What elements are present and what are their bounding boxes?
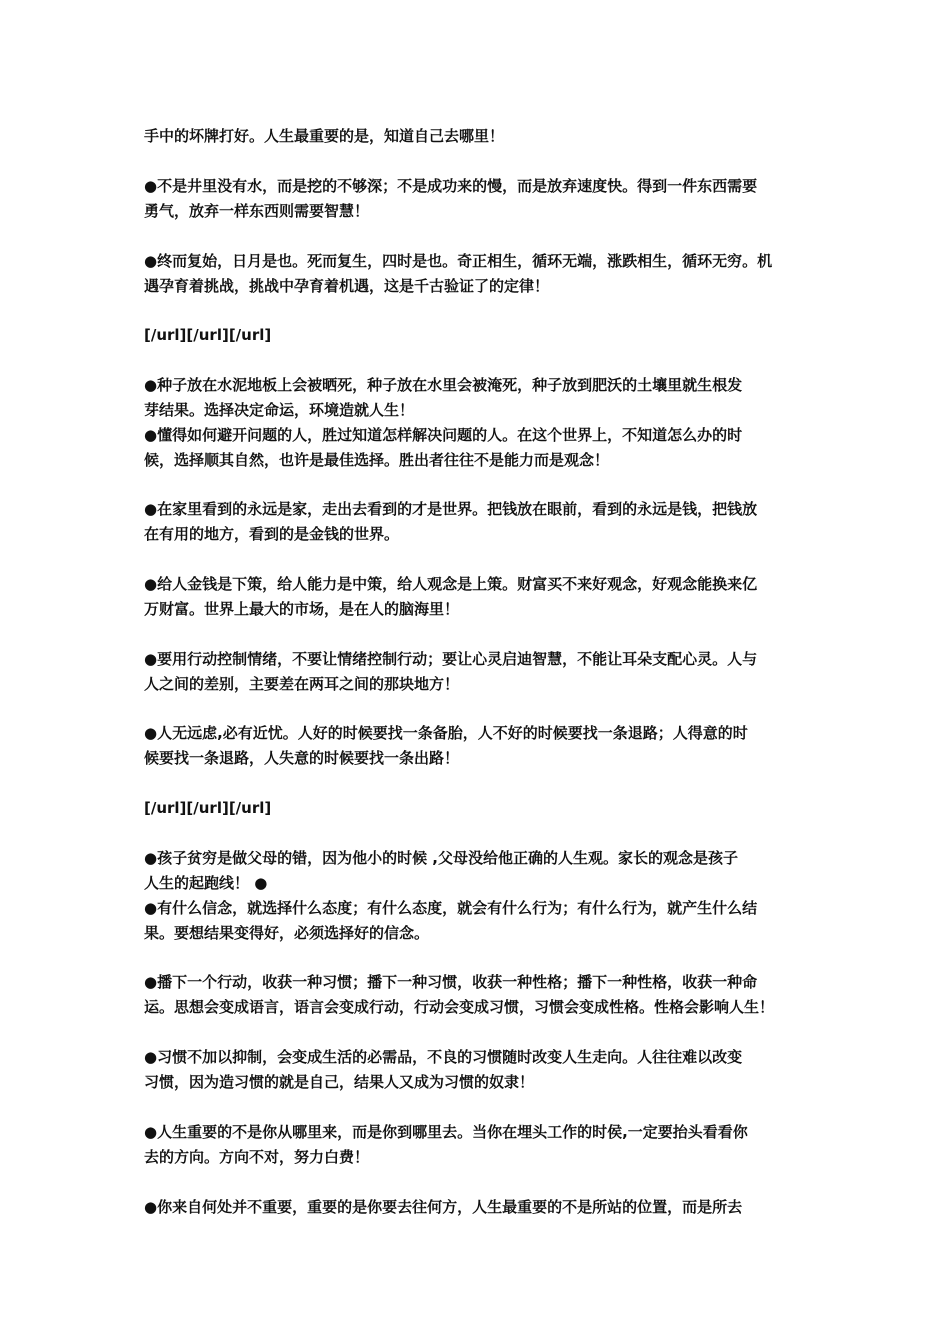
text-line: 运。思想会变成语言，语言会变成行动，行动会变成习惯，习惯会变成性格。性格会影响人生！	[144, 998, 775, 1016]
text-line: ●你来自何处并不重要，重要的是你要去往何方，人生最重要的不是所站的位置，而是所去	[144, 1198, 743, 1216]
paragraph-3	[144, 249, 820, 299]
paragraph-13	[144, 1045, 820, 1095]
paragraph-10	[144, 796, 820, 821]
paragraph-9	[144, 721, 820, 771]
text-line: 勇气，放弃一样东西则需要智慧！	[144, 202, 370, 220]
paragraph-11	[144, 846, 820, 946]
paragraph-6	[144, 497, 820, 547]
paragraph-15	[144, 1195, 820, 1220]
text-line: ●人无远虑,必有近忧。人好的时候要找一条备胎，人不好的时候要找一条退路；人得意的时	[144, 724, 748, 742]
text-line: 候要找一条退路，人失意的时候要找一条出路！	[144, 749, 460, 767]
text-line: ●懂得如何避开问题的人，胜过知道怎样解决问题的人。在这个世界上，不知道怎么办的时	[144, 426, 743, 444]
text-line: ●在家里看到的永远是家，走出去看到的才是世界。把钱放在眼前，看到的永远是钱，把钱放	[144, 500, 758, 518]
text-line: 在有用的地方，看到的是金钱的世界。	[144, 525, 400, 543]
text-line: ●习惯不加以抑制，会变成生活的必需品，不良的习惯随时改变人生走向。人往往难以改变	[144, 1048, 743, 1066]
text-line: ●种子放在水泥地板上会被晒死，种子放在水里会被淹死，种子放到肥沃的土壤里就生根发	[144, 376, 743, 394]
text-line: 候，选择顺其自然，也许是最佳选择。胜出者往往不是能力而是观念！	[144, 451, 610, 469]
paragraph-12	[144, 970, 820, 1020]
text-line: ●给人金钱是下策，给人能力是中策，给人观念是上策。财富买不来好观念，好观念能换来亿	[144, 575, 758, 593]
paragraph-2	[144, 174, 820, 224]
text-line: ●要用行动控制情绪，不要让情绪控制行动；要让心灵启迪智慧，不能让耳朵支配心灵。人与	[144, 650, 758, 668]
text-line: [/url][/url][/url]	[144, 799, 272, 817]
text-line: [/url][/url][/url]	[144, 326, 272, 344]
paragraph-14	[144, 1120, 820, 1170]
paragraph-7	[144, 572, 820, 622]
text-line: 芽结果。选择决定命运，环境造就人生！	[144, 401, 415, 419]
text-line: 人生的起跑线！ ●	[144, 874, 268, 892]
text-line: 遇孕育着挑战，挑战中孕育着机遇，这是千古验证了的定律！	[144, 277, 550, 295]
text-line: ●人生重要的不是你从哪里来，而是你到哪里去。当你在埋头工作的时侯,一定要抬头看看你	[144, 1123, 748, 1141]
paragraph-1	[144, 124, 820, 149]
text-line: ●终而复始，日月是也。死而复生，四时是也。奇正相生，循环无端，涨跌相生，循环无穷。机	[144, 252, 773, 270]
text-line: 习惯，因为造习惯的就是自己，结果人又成为习惯的奴隶！	[144, 1073, 535, 1091]
text-line: 果。要想结果变得好，必须选择好的信念。	[144, 924, 430, 942]
paragraph-8	[144, 647, 820, 697]
text-line: ●有什么信念，就选择什么态度；有什么态度，就会有什么行为；有什么行为，就产生什么结	[144, 899, 758, 917]
paragraph-4	[144, 323, 820, 348]
text-line: ●播下一个行动，收获一种习惯；播下一种习惯，收获一种性格；播下一种性格，收获一种命	[144, 973, 758, 991]
text-line: ●孩子贫穷是做父母的错，因为他小的时候 ,父母没给他正确的人生观。家长的观念是孩子	[144, 849, 739, 867]
text-line: 万财富。世界上最大的市场，是在人的脑海里！	[144, 600, 460, 618]
text-line: ●不是井里没有水，而是挖的不够深；不是成功来的慢，而是放弃速度快。得到一件东西需要	[144, 177, 758, 195]
paragraph-5	[144, 373, 820, 473]
text-line: 人之间的差别，主要差在两耳之间的那块地方！	[144, 675, 460, 693]
text-line: 手中的坏牌打好。人生最重要的是，知道自己去哪里！	[144, 127, 505, 145]
text-line: 去的方向。方向不对，努力白费！	[144, 1148, 370, 1166]
